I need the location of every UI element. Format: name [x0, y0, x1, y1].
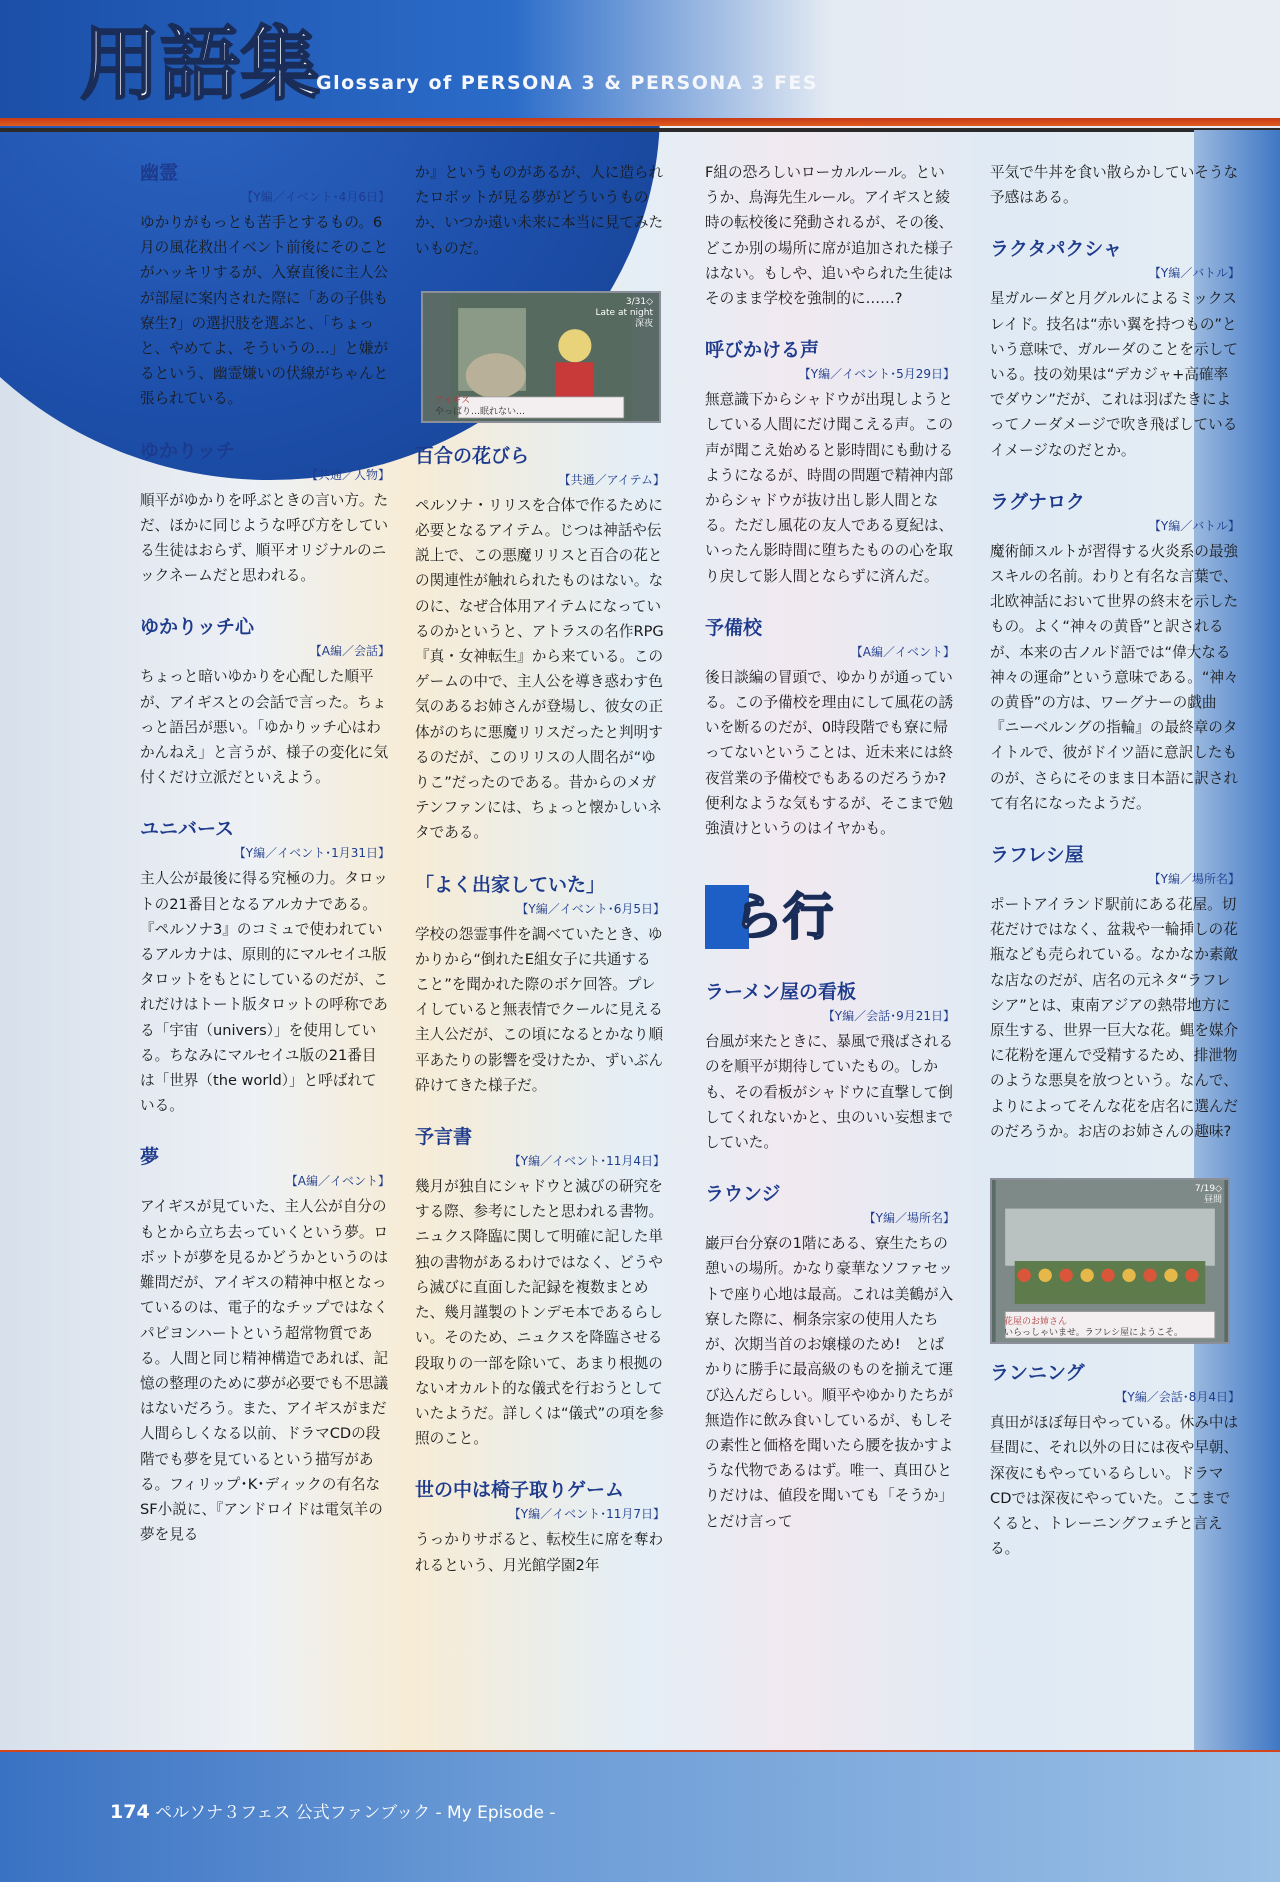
entry-body: 真田がほぼ毎日やっている。休み中は昼間に、それ以外の日には夜や早朝、深夜にもやっているらしい。ドラマCDでは深夜にやっていた。ここまでくると、トレーニングフェチと言える。 — [990, 1414, 1239, 1558]
entry-title: 世の中は椅子取りゲーム — [415, 1479, 625, 1502]
screenshot-dialogue: やっぱり…眠れない… — [435, 406, 526, 417]
entry-category-tag: 【Y編／イベント･5月29日】 — [798, 367, 955, 382]
entry-body: 魔術師スルトが習得する火炎系の最強スキルの名前。わりと有名な言葉で、北欧神話において世界の終末を示したもの。よく“神々の黄昏”と訳されるが、本来の古ノルド語では“偉大なる神々の運命”という意味である。“神々の黄昏”の方は、ワーグナーの戯曲『ニーベルングの指輪』の最終章のタイトルで、彼がドイツ語に意訳したものが、さらにそのまま日本語に訳されて有名になったようだ。 — [990, 542, 1239, 812]
entry-category-tag: 【Y編／イベント･11月4日】 — [508, 1154, 665, 1169]
entry-category-tag: 【Y編／会話･9月21日】 — [822, 1009, 955, 1024]
entry-spacer — [990, 826, 1240, 842]
entry-body: か』というものがあるが、人に造られたロボットが見る夢がどういうものか、いつか遠い未来に本当に見てみたいものだ。 — [415, 164, 664, 257]
header-rule-dark — [0, 128, 1280, 132]
screenshot-hud-line: Late at night — [595, 307, 653, 318]
entry-spacer — [415, 1588, 665, 1604]
entry-category-tag: 【Y編／イベント･1月31日】 — [233, 846, 390, 861]
entry-spacer — [140, 422, 390, 438]
entry-category-tag: 【A編／イベント】 — [285, 1174, 390, 1189]
entry-category-tag: 【Y編／バトル】 — [1148, 266, 1240, 281]
entry-category-tag: 【Y編／会話･8月4日】 — [1115, 1390, 1240, 1405]
entry-category-tag: 【A編／イベント】 — [850, 644, 955, 659]
entry-body: ペルソナ・リリスを合体で作るために必要となるアイテム。じつは神話や伝説上で、この悪魔リリスと百合の花との関連性が触れられたものはない。なのに、なぜ合体用アイテムになっているのかというと、アトラスの名作RPG『真・女神転生』から来ている。このゲームの中で、主人公を導き惑わす色気のあるお姉さんが登場し、彼女の正体がのちに悪魔リリスだったと判明するのだが、このリリスの人間名が“ゆりこ”だったのである。昔からのメガテンファンには、ちょっと懐かしいネタである。 — [415, 496, 664, 842]
entry-spacer — [140, 1128, 390, 1144]
entry-title: ゆかりッチ — [140, 439, 236, 462]
screenshot-dialogue: いらっしゃいませ。ラフレシ屋にようこそ。 — [1004, 1328, 1183, 1339]
book-title: ペルソナ３フェス 公式ファンブック - My Episode - — [155, 1803, 556, 1823]
entry-spacer — [990, 220, 1240, 236]
entry-spacer — [990, 473, 1240, 489]
entry-body: ゆかりがもっとも苦手とするもの。6月の風花救出イベント前後にそのことがハッキリするが、入寮直後に主人公が部屋に案内された際に「あの子供も寮生?」の選択肢を選ぶと、「ちょっと、やめてよ、そういうの…」と嫌がるという、幽霊嫌いの伏線がちゃんと張られている。 — [140, 214, 389, 408]
glossary-content — [140, 160, 1240, 1740]
entry-title: ゆかりッチ心 — [140, 616, 255, 639]
column-4 — [990, 160, 1240, 1587]
entry-body: 順平がゆかりを呼ぶときの言い方。ただ、ほかに同じような呼び方をしている生徒はおらず、順平オリジナルのニックネームだと思われる。 — [140, 491, 389, 585]
entry-title: 幽霊 — [140, 162, 179, 184]
screenshot-hud-line: 深夜 — [634, 318, 653, 329]
entry-body: 台風が来たときに、暴風で飛ばされるのを順平が期待していたもの。しかも、その看板がシャドウに直撃して倒してくれないかと、虫のいい妄想までしていた。 — [705, 1033, 954, 1152]
entry-spacer — [705, 1165, 955, 1181]
entry-body: ポートアイランド駅前にある花屋。切花だけではなく、盆栽や一輪挿しの花瓶なども売られている。なかなか素敵な店なのだが、店名の元ネタ“ラフレシア”とは、東南アジアの熱帯地方に原生する、世界一巨大な花。蝿を媒介に花粉を運んで受精するため、排泄物のような悪臭を放つという。なんで、よりによってそんな花を店名に選んだのだろうか。お店のお姉さんの趣味? — [990, 896, 1239, 1140]
footer — [110, 1798, 555, 1823]
entry-category-tag: 【Y編／場所名】 — [1148, 872, 1240, 887]
entry-title: ラクタパクシャ — [990, 238, 1123, 261]
screenshot-speaker: アイギス — [435, 395, 471, 406]
entry-title: 夢 — [140, 1146, 160, 1169]
entry-title: ラグナロク — [990, 490, 1086, 513]
entry-category-tag: 【Y編／場所名】 — [863, 1211, 955, 1226]
entry-title: ラフレシ屋 — [990, 844, 1084, 867]
entry-spacer — [705, 851, 955, 867]
entry-body: アイギスが見ていた、主人公が自分のもとから立ち去っていくという夢。ロボットが夢を見るかどうかというのは難問だが、アイギスの精神中枢となっているのは、電子的なチップではなくパピヨンハートという超常物質である。人間と同じ精神構造であれば、記憶の整理のために夢が必要でも不思議はないだろう。また、アイギスがまだ人間らしくなる以前、ドラマCDの段階でも夢を見ているという描写がある。フィリップ･K･ディックの有名なSF小説に、『アンドロイドは電気羊の夢を見る — [140, 1198, 389, 1544]
page-title: 用語集 — [80, 18, 320, 111]
screenshot-hud-line: 7/19◇ — [1194, 1184, 1222, 1195]
entry-category-tag: 【Y編／イベント･6月5日】 — [516, 901, 665, 916]
entry-spacer — [415, 856, 665, 872]
entry-spacer — [140, 1557, 390, 1573]
section-heading — [705, 877, 955, 955]
screenshot-hud — [595, 297, 653, 330]
entry-spacer — [990, 1571, 1240, 1587]
entry-title: ラウンジ — [705, 1183, 781, 1206]
column-1 — [140, 160, 390, 1573]
entry-spacer — [705, 1544, 955, 1560]
column-2 — [415, 160, 665, 1604]
entry-spacer — [705, 599, 955, 615]
entry-category-tag: 【共通／アイテム】 — [558, 472, 665, 487]
screenshot-hud-line: 昼間 — [1203, 1195, 1222, 1206]
entry-title: 呼びかける声 — [705, 339, 820, 362]
entry-category-tag: 【A編／会話】 — [309, 644, 390, 659]
entry-body: 学校の怨霊事件を調べていたとき、ゆかりから“倒れたE組女子に共通すること”を聞かれた際のボケ回答。プレイしていると無表情でクールに見える主人公だが、この頃になるとかなり順平あたりの影響を受けたか、ずいぶん砕けてきた様子だ。 — [415, 925, 664, 1094]
entry-body: 平気で牛丼を食い散らかしていそうな予感はある。 — [990, 164, 1239, 207]
page-number: 174 — [110, 1801, 150, 1823]
screenshot-speaker: 花屋のお姉さん — [1004, 1317, 1068, 1328]
entry-spacer — [415, 1461, 665, 1477]
entry-title: 百合の花びら — [415, 444, 530, 467]
entry-body: ちょっと暗いゆかりを心配した順平が、アイギスとの会話で言った。ちょっと語呂が悪い。「ゆかりッチ心はわかんねえ」と言うが、様子の変化に気付くだけ立派だといえよう。 — [140, 668, 389, 787]
entry-spacer — [705, 321, 955, 337]
entry-category-tag: 【共通／人物】 — [305, 467, 390, 482]
entry-body: 無意識下からシャドウが出現しようとしている人間にだけ聞こえる声。この声が聞こえ始めると影時間にも動けるようになるが、時間の問題で精神内部からシャドウが抜け出し影人間となる。ただし風花の友人である夏紀は、いったん影時間に堕ちたものの心を取り戻して影人間とならずに済んだ。 — [705, 391, 954, 585]
entry-body: 後日談編の冒頭で、ゆかりが通っている。この予備校を理由にして風花の誘いを断るのだが、0時段階でも寮に帰ってないということは、近未来には終夜営業の予備校でもあるのだろうか? 便利なような気もするが、そこまで勉強漬けというのはイヤかも。 — [705, 668, 961, 838]
entry-category-tag: 【Y編／イベント･4月6日】 — [241, 190, 390, 204]
entry-body: F組の恐ろしいローカルルール。というか、鳥海先生ルール。アイギスと綾時の転校後に発動されるが、その後、どこか別の場所に席が追加された様子はない。もしや、追いやられた生徒はそのまま学校を強制的に……? — [705, 164, 954, 308]
entry-title: ラーメン屋の看板 — [705, 981, 857, 1004]
entry-spacer — [415, 271, 665, 287]
header-rule — [0, 118, 1280, 126]
screenshot-hud — [1195, 1184, 1222, 1206]
entry-body: うっかりサボると、転校生に席を奪われるという、月光館学園2年 — [415, 1531, 664, 1574]
entry-spacer — [140, 800, 390, 816]
entry-title: ランニング — [990, 1362, 1085, 1385]
screenshot-hud-line: 3/31◇ — [625, 296, 653, 307]
entry-title: 予備校 — [705, 616, 763, 639]
entry-body: 主人公が最後に得る究極の力。タロットの21番目となるアルカナである。『ペルソナ3』のコミュで使われているアルカナは、原則的にマルセイユ版タロットをもとにしているのだが、これだけはトート版タロットの呼称である「宇宙（univers）」を使用している。ちなみにマルセイユ版の21番目は「世界（the world）」と呼ばれている。 — [140, 870, 388, 1115]
entry-spacer — [415, 1108, 665, 1124]
entry-category-tag: 【Y編／バトル】 — [1148, 518, 1240, 533]
entry-body: 星ガルーダと月グルルによるミックスレイド。技名は“赤い翼を持つもの”という意味で、ガルーダのことを示している。技の効果は“デカジャ+高確率でダウン”だが、これは羽ばたきによってノーダメージで吹き飛ばしているイメージなのだとか。 — [990, 290, 1238, 459]
entry-spacer — [140, 598, 390, 614]
entry-body: 幾月が独自にシャドウと滅びの研究をする際、参考にしたと思われる書物。ニュクス降臨に関して明確に記した単独の書物があるわけではなく、どうやら滅びに直面した記録を複数まとめた、幾月謹製のトンデモ本であるらしい。そのため、ニュクスを降臨させる段取りの一部を除いて、あまり根拠のないオカルト的な儀式を行おうとしていたようだ。詳しくは“儀式”の項を参照のこと。 — [415, 1178, 664, 1448]
column-3 — [705, 160, 961, 1560]
entry-category-tag: 【Y編／イベント･11月7日】 — [508, 1507, 665, 1522]
entry-spacer — [990, 1154, 1240, 1170]
screenshot-aigis — [421, 291, 661, 423]
entry-title: 予言書 — [415, 1126, 473, 1149]
page-subtitle: Glossary of PERSONA 3 & PERSONA 3 FES — [316, 72, 819, 94]
entry-title: 「よく出家していた」 — [415, 873, 606, 896]
screenshot-flower — [990, 1178, 1230, 1344]
entry-title: ユニバース — [140, 818, 235, 841]
entry-body: 巌戸台分寮の1階にある、寮生たちの憩いの場所。かなり豪華なソファセットで座り心地は最高。これは美鶴が入寮した際に、桐条宗家の使用人たちが、次期当首のお嬢様のため! とばかりに勝手に最高級のものを揃えて運び込んだらしい。順平やゆかりたちが無造作に飲み食いしているが、もしその素性と価格を聞いたら腰を抜かすような代物であるはず。唯一、真田ひとりだけは、値段を聞いても「そうか」とだけ言って — [705, 1235, 954, 1530]
section-heading-text: ら行 — [733, 888, 833, 947]
